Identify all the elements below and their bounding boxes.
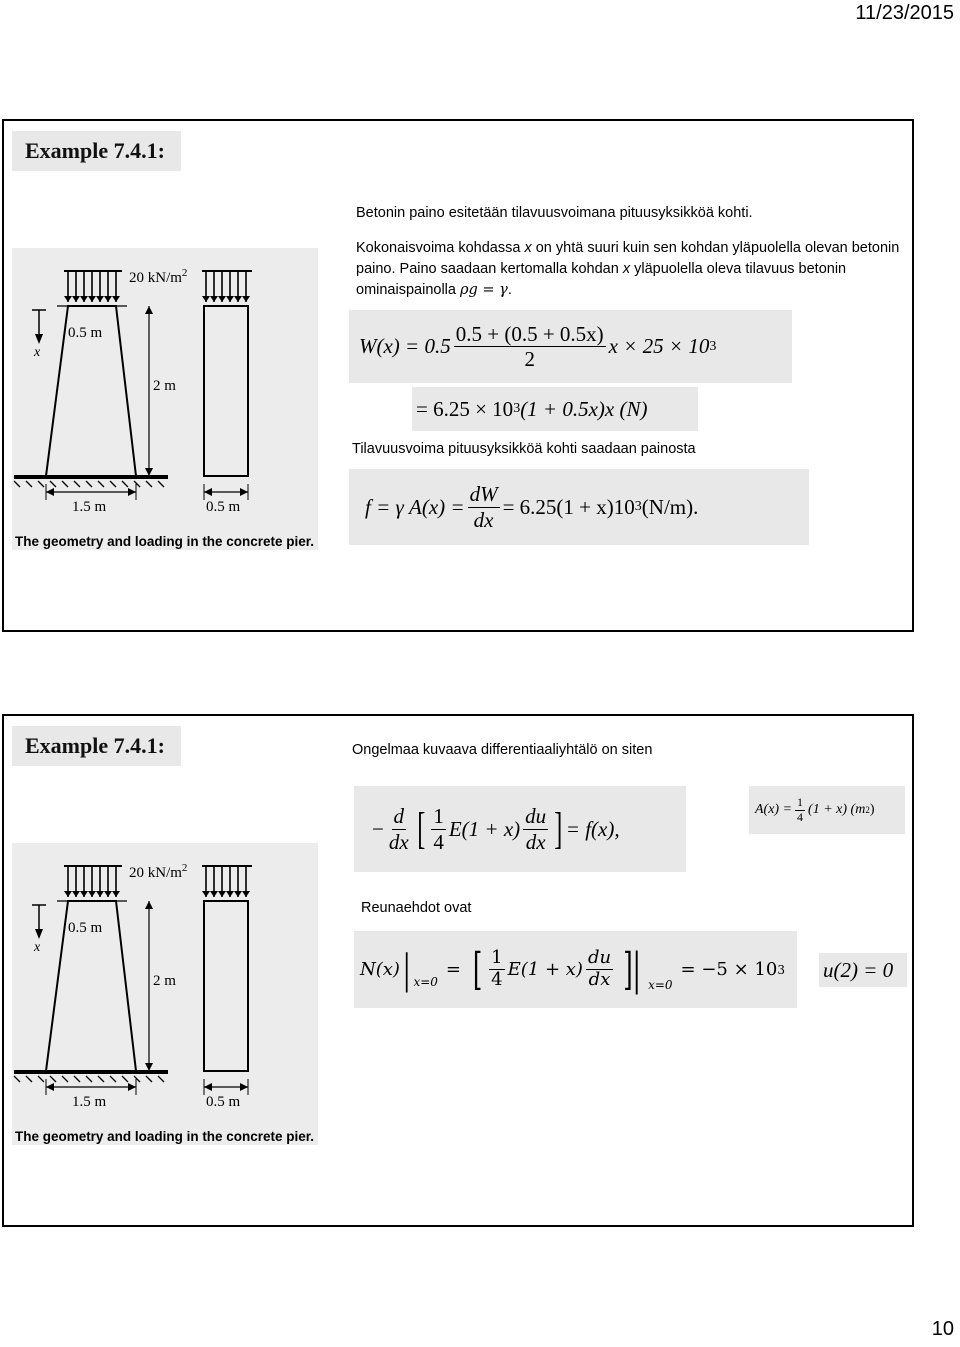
pier-figure [12, 248, 318, 550]
header-date: 11/23/2015 [855, 2, 954, 24]
pier-figure [12, 843, 318, 1145]
side-width-label: 0.5 m [206, 1094, 241, 1110]
equation-area: A(x) = $\frac{1}{4}$ (1 + x) (m 2 ) [749, 786, 905, 834]
slide-1 [2, 119, 914, 632]
paragraph-2: Kokonaisvoima kohdassa x on yhtä suuri kuin sen kohdan yläpuolella olevan betonin paino. Paino saadaan kertomalla kohdan x yläpuolella oleva tilavuus betonin ominaispainolla ρg = γ. [356, 240, 900, 298]
figure-caption: The geometry and loading in the concrete pier. [15, 1129, 314, 1144]
x-label: x [34, 345, 41, 360]
equation-differential: − $\frac{d}{dx}$ [ $\frac{1}{4}$ E(1 + x) $\frac{du}{dx}$ ] = f(x), [354, 786, 686, 872]
height-label: 2 m [153, 378, 176, 394]
equation-body-force: f = γ A(x) = $\frac{dW}{dx}$ = 6.25(1 + x)10 3 (N/m). [349, 469, 809, 545]
base-width-label: 1.5 m [72, 499, 107, 515]
base-width-label: 1.5 m [72, 1094, 107, 1110]
equation-weight: W(x) = 0.5 $\frac{0.5 + (0.5 + 0.5x)}{2}$ x × 25 × 10 3 [349, 310, 792, 383]
example-banner: Example 7.4.1: [12, 726, 181, 766]
equation-boundary-1: N(x) | $_{x=0}$ = [ $\frac{1}{4}$ E(1 + x) $\frac{du}{dx}$ ]| $_{x=0}$ = −5 × 10 3 [354, 931, 797, 1008]
figure-caption: The geometry and loading in the concrete pier. [15, 534, 314, 549]
pier-diagram [12, 248, 318, 550]
height-label: 2 m [153, 973, 176, 989]
paragraph-2: Reunaehdot ovat [361, 900, 472, 916]
equation-weight-result: = 6.25 × 10 3 (1 + 0.5x)x (N) [412, 387, 698, 431]
page-number: 10 [931, 1318, 954, 1340]
load-label: 20 $kN/m^2$ [129, 862, 188, 881]
equation-boundary-2: u(2) = 0 [819, 953, 907, 987]
side-width-label: 0.5 m [206, 499, 241, 515]
example-banner: Example 7.4.1: [12, 131, 181, 171]
paragraph-1: Ongelmaa kuvaava differentiaaliyhtälö on siten [352, 742, 653, 758]
top-width-label: 0.5 m [68, 325, 103, 341]
slide-2 [2, 714, 914, 1227]
pier-diagram [12, 843, 318, 1145]
paragraph-3: Tilavuusvoima pituusyksikköä kohti saadaan painosta [352, 441, 696, 457]
paragraph-1: Betonin paino esitetään tilavuusvoimana pituusyksikköä kohti. [356, 205, 753, 221]
load-label: 20 $kN/m^2$ [129, 267, 188, 286]
top-width-label: 0.5 m [68, 920, 103, 936]
x-label: x [34, 940, 41, 955]
